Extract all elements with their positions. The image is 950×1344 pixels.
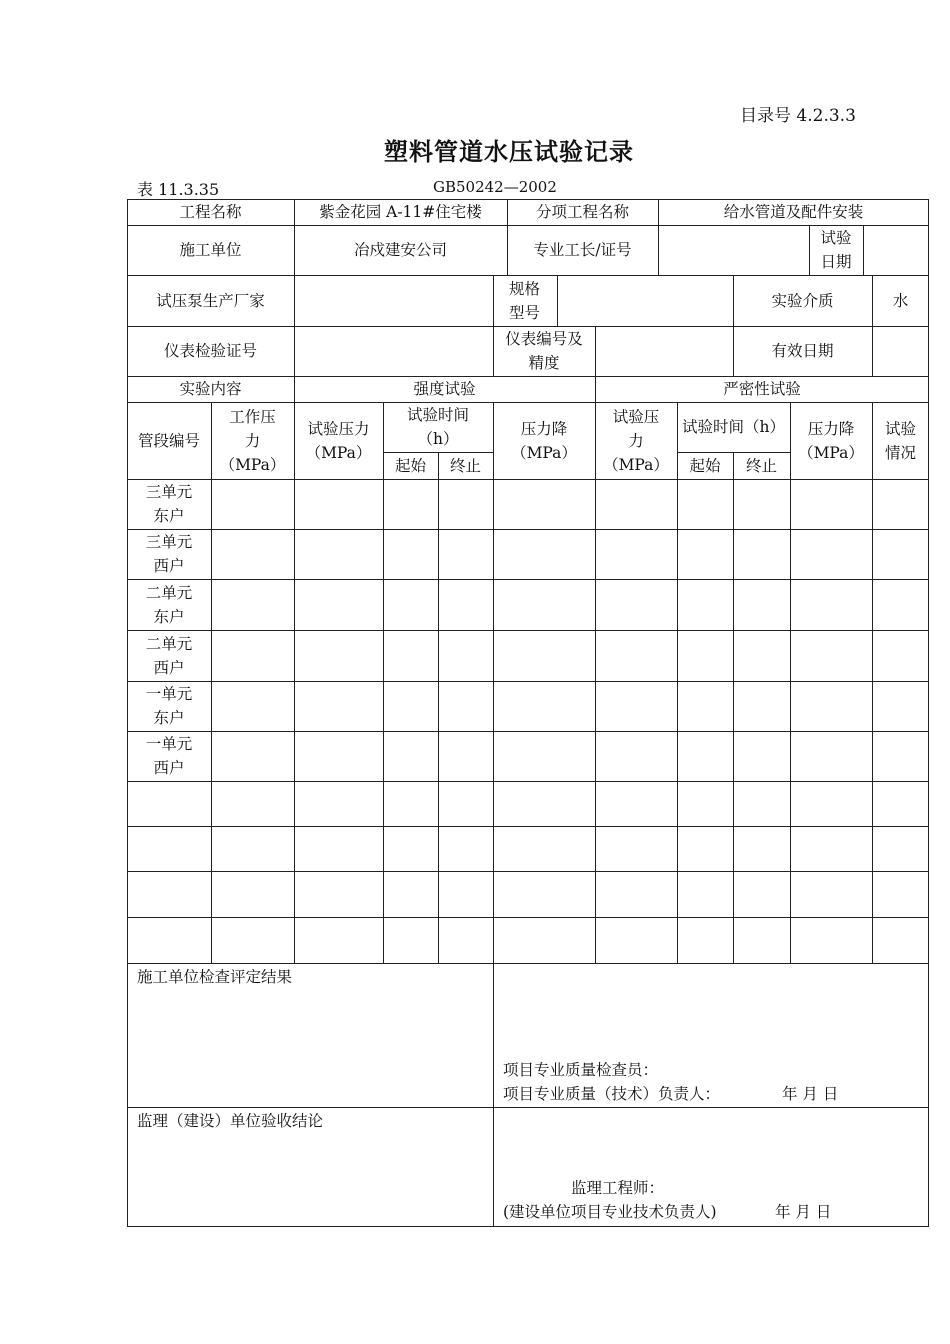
end-time-header: 终止 — [449, 456, 481, 475]
gauge-no-value — [595, 326, 733, 376]
supervisor-check-label: 监理（建设）单位验收结论 — [137, 1112, 324, 1130]
table-row: 一单元 东户 — [145, 685, 193, 727]
gauge-no-label: 仪表编号及 精度 — [505, 330, 583, 372]
gauge-cert-label: 仪表检验证号 — [163, 342, 257, 360]
test-pressure-header: 试验压力 （MPa） — [305, 419, 372, 462]
medium-label: 实验介质 — [771, 291, 834, 310]
test-content-label: 实验内容 — [179, 380, 242, 398]
foreman-value — [658, 225, 809, 275]
segment-header: 管段编号 — [137, 431, 200, 450]
table-row — [127, 871, 211, 917]
table-row — [127, 917, 211, 963]
work-pressure-header: 工作压 力 （MPa） — [219, 407, 286, 474]
sub-project-value: 给水管道及配件安装 — [723, 203, 864, 221]
strength-test-header: 强度试验 — [413, 380, 476, 398]
supervising-engineer-label: 监理工程师： — [571, 1179, 665, 1197]
contractor-check-label: 施工单位检查评定结果 — [137, 968, 293, 986]
contractor-value: 冶戍建安公司 — [353, 241, 447, 259]
test-time-header: 试验时间 （h） — [406, 406, 469, 448]
pressure-drop-header: 压力降 （MPa） — [511, 419, 577, 462]
model-label: 规格 型号 — [509, 279, 541, 322]
form-number: 表 11.3.35 — [137, 180, 220, 199]
project-name-value: 紫金花园 A-11#住宅楼 — [319, 203, 482, 221]
table-row: 二单元 东户 — [145, 583, 193, 626]
tight-test-time-header: 试验时间（h） — [682, 418, 785, 436]
tight-start-header: 起始 — [689, 456, 721, 475]
foreman-label: 专业工长/证号 — [533, 241, 632, 259]
medium-value: 水 — [892, 291, 909, 310]
pump-maker-value — [294, 275, 493, 326]
project-name-label: 工程名称 — [179, 203, 242, 221]
tightness-test-header: 严密性试验 — [723, 380, 801, 398]
supervisor-date-label: 年 月 日 — [775, 1203, 832, 1221]
quality-inspector-label: 项目专业质量检查员： — [503, 1061, 659, 1079]
sub-project-label: 分项工程名称 — [535, 203, 629, 221]
catalog-number: 目录号 4.2.3.3 — [740, 106, 856, 126]
table-row — [127, 826, 211, 871]
table-row — [127, 781, 211, 826]
gauge-cert-value — [294, 326, 493, 376]
valid-date-value — [872, 326, 929, 376]
owner-tech-chief-label: (建设单位项目专业技术负责人) — [503, 1203, 717, 1221]
record-table — [127, 199, 929, 1227]
start-time-header: 起始 — [394, 456, 426, 475]
contractor-label: 施工单位 — [179, 241, 242, 259]
table-row: 一单元 西户 — [145, 735, 193, 777]
table-row: 三单元 东户 — [145, 483, 193, 525]
contractor-date-label: 年 月 日 — [782, 1085, 839, 1103]
test-date-value — [863, 225, 929, 275]
tight-test-pressure-header: 试验压 力 （MPa） — [603, 407, 669, 474]
pump-maker-label: 试压泵生产厂家 — [156, 291, 265, 310]
quality-chief-label: 项目专业质量（技术）负责人： — [503, 1085, 721, 1103]
standard-code: GB50242—2002 — [433, 178, 557, 196]
valid-date-label: 有效日期 — [771, 342, 834, 360]
table-row: 二单元 西户 — [145, 634, 193, 677]
test-result-header: 试验 情况 — [884, 419, 916, 462]
page-title: 塑料管道水压试验记录 — [384, 137, 634, 166]
model-value — [557, 275, 733, 326]
table-row: 三单元 西户 — [145, 533, 193, 575]
tight-end-header: 终止 — [745, 456, 777, 475]
tight-pressure-drop-header: 压力降 （MPa） — [798, 419, 864, 462]
test-date-label: 试验 日期 — [820, 229, 852, 271]
